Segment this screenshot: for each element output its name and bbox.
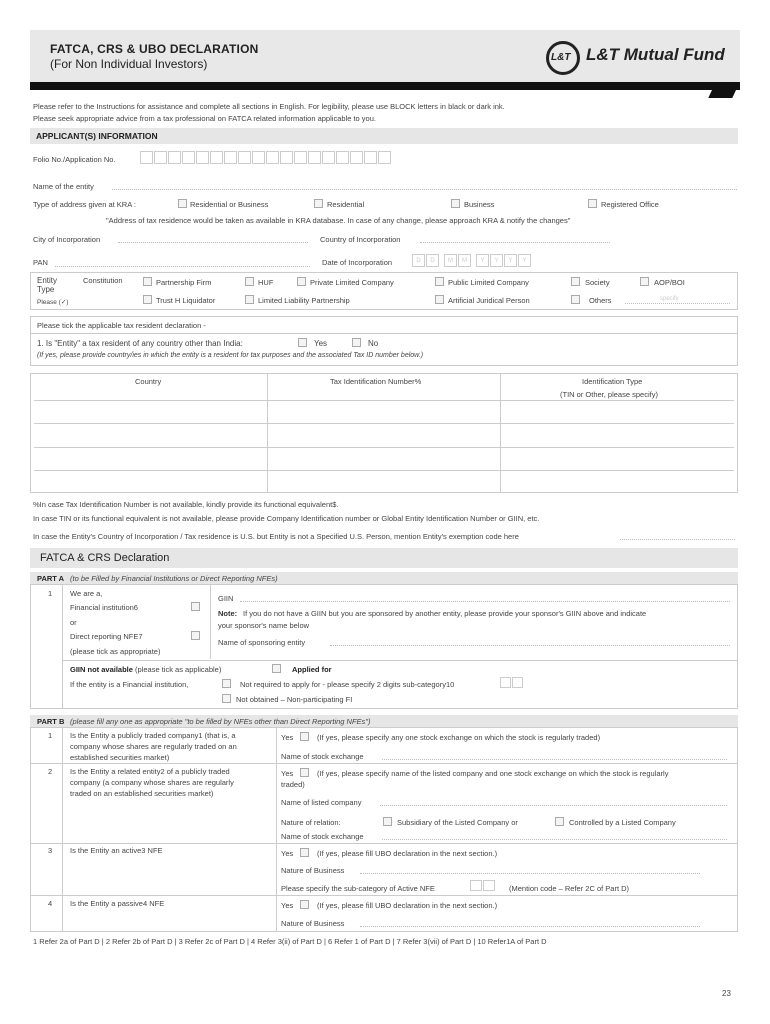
address-option-3: Business — [464, 200, 495, 209]
q1-text-3: established securities market) — [70, 753, 170, 762]
q3-yes-label: Yes — [281, 849, 294, 858]
fatca-section-bar — [30, 548, 738, 568]
entity-others-checkbox[interactable] — [571, 295, 580, 304]
divider — [34, 423, 734, 424]
entity-name-field[interactable] — [112, 189, 737, 190]
divider — [210, 584, 211, 659]
entity-society-checkbox[interactable] — [571, 277, 580, 286]
applied-for-label: Applied for — [292, 665, 332, 674]
entity-option: HUF — [258, 278, 274, 287]
address-registered-office-checkbox[interactable] — [588, 199, 597, 208]
doi-cell: M — [444, 254, 457, 267]
folio-input[interactable] — [140, 151, 392, 166]
address-option-2: Residential — [327, 200, 365, 209]
q2-exchange-label: Name of stock exchange — [281, 832, 364, 841]
q2-text-1: Is the Entity a related entity2 of a publicly traded — [70, 767, 230, 776]
tax-col-id-type-sub: (TIN or Other, please specify) — [560, 390, 658, 399]
divider — [30, 763, 738, 764]
giin-na-bold: GIIN not available — [70, 665, 133, 674]
q4-yes-checkbox[interactable] — [300, 900, 309, 909]
tax-col-country: Country — [135, 377, 162, 386]
q2-controlled-label: Controlled by a Listed Company — [569, 818, 676, 827]
entity-option: AOP/BOI — [654, 278, 685, 287]
entity-option: Others — [589, 296, 612, 305]
entity-ajp-checkbox[interactable] — [435, 295, 444, 304]
city-field[interactable] — [118, 242, 308, 243]
doi-label: Date of Incorporation — [322, 258, 393, 267]
part-a-label: PART A — [37, 574, 65, 583]
entity-huf-checkbox[interactable] — [245, 277, 254, 286]
tax-resident-no-checkbox[interactable] — [352, 338, 361, 347]
address-option-1: Residential or Business — [190, 200, 269, 209]
footnote-references: 1 Refer 2a of Part D | 2 Refer 2b of Part D | 3 Refer 2c of Part D | 4 Refer 3(ii) of Part D | 6 Refer 1 of Part D | 7 Refer 3(vii) of Part D | 10 Refer1A of Part D — [33, 937, 547, 946]
divider — [62, 727, 63, 932]
country-incorp-label: Country of Incorporation — [320, 235, 401, 244]
entity-option: Public Limited Company — [448, 278, 529, 287]
not-obtained-checkbox[interactable] — [222, 694, 231, 703]
pan-label: PAN — [33, 258, 48, 267]
part-b-desc: (please fill any one as appropriate "to be filled by NFEs other than Direct Reporting NFEs") — [70, 717, 371, 726]
logo-mark: L&T — [551, 52, 571, 63]
divider — [34, 447, 734, 448]
address-type-label: Type of address given at KRA : — [33, 200, 136, 209]
divider — [30, 843, 738, 844]
part-a-num: 1 — [48, 589, 53, 598]
entity-name-label: Name of the entity — [33, 182, 94, 191]
q2-listed-field[interactable] — [380, 805, 727, 806]
doi-cell: Y — [504, 254, 517, 267]
entity-option: Society — [585, 278, 610, 287]
giin-field[interactable] — [240, 601, 730, 602]
part-b-label: PART B — [37, 717, 65, 726]
entity-partnership-checkbox[interactable] — [143, 277, 152, 286]
entity-option: Trust H Liquidator — [156, 296, 216, 305]
drnfe-checkbox[interactable] — [191, 631, 200, 640]
entity-others-field[interactable] — [625, 303, 730, 304]
giin-na-label — [70, 665, 221, 674]
divider — [34, 400, 734, 401]
tax-resident-no-label: No — [368, 339, 379, 348]
instruction-line-2: Please seek appropriate advice from a tax professional on FATCA related information applicable to you. — [33, 114, 376, 123]
page-number: 23 — [722, 989, 731, 998]
q3-hint: (If yes, please fill UBO declaration in the next section.) — [317, 849, 498, 858]
q3-subcat-label: Please specify the sub-category of Active NFE — [281, 884, 435, 893]
q3-code-hint: (Mention code – Refer 2C of Part D) — [509, 884, 630, 893]
q2-relation-label: Nature of relation: — [281, 818, 341, 827]
giin-note-2: your sponsor's name below — [218, 621, 310, 630]
q1-text-1: Is the Entity a publicly traded company1 (that is, a — [70, 731, 236, 740]
address-note: "Address of tax residence would be taken as available in KRA database. In case of any change, please approach KRA & notify the changes" — [106, 216, 571, 225]
q1-yes-checkbox[interactable] — [300, 732, 309, 741]
doi-cell: Y — [518, 254, 531, 267]
q2-text-3: traded on an established securities market) — [70, 789, 214, 798]
fatca-section-title: FATCA & CRS Declaration — [40, 552, 170, 564]
tin-footnote-3: In case the Entity's Country of Incorporation / Tax residence is U.S. but Entity is not a Specified U.S. Person, mention Entity's exemption code here — [33, 532, 519, 541]
tick-hint: (please tick as appropriate) — [70, 647, 161, 656]
divider — [62, 584, 63, 709]
tax-col-tin: Tax Identification Number% — [330, 377, 422, 386]
q4-text: Is the Entity a passive4 NFE — [70, 899, 165, 908]
q3-yes-checkbox[interactable] — [300, 848, 309, 857]
entity-trust-checkbox[interactable] — [143, 295, 152, 304]
q2-text-2: company (a company whose shares are regularly — [70, 778, 234, 787]
brand-name: L&T Mutual Fund — [586, 45, 725, 64]
applied-for-checkbox[interactable] — [272, 664, 281, 673]
entity-llp-checkbox[interactable] — [245, 295, 254, 304]
exemption-code-field[interactable] — [620, 539, 735, 540]
q2-hint: (If yes, please specify name of the listed company and one stock exchange on which the stock is regularly — [317, 769, 669, 778]
q4-num: 4 — [48, 899, 53, 908]
not-required-checkbox[interactable] — [222, 679, 231, 688]
q4-yes-label: Yes — [281, 901, 294, 910]
q2-yes-checkbox[interactable] — [300, 768, 309, 777]
q2-controlled-checkbox[interactable] — [555, 817, 564, 826]
giin-note: If you do not have a GIIN but you are sponsored by another entity, please provide your sponsor's GIIN above and indicate — [243, 609, 647, 618]
tax-resident-question: 1. Is "Entity" a tax resident of any country other than India: — [37, 339, 243, 348]
q1-exchange-field[interactable] — [382, 759, 727, 760]
city-label: City of Incorporation — [33, 235, 101, 244]
tax-resident-yes-label: Yes — [314, 339, 328, 348]
sponsor-field[interactable] — [330, 645, 730, 646]
sponsor-label: Name of sponsoring entity — [218, 638, 306, 647]
q1-yes-label: Yes — [281, 733, 294, 742]
doi-input[interactable] — [412, 254, 532, 267]
fi-checkbox[interactable] — [191, 602, 200, 611]
q2-listed-label: Name of listed company — [281, 798, 362, 807]
folio-label: Folio No./Application No. — [33, 155, 116, 164]
address-option-4: Registered Office — [601, 200, 659, 209]
doi-cell: Y — [490, 254, 503, 267]
q2-num: 2 — [48, 767, 53, 776]
divider — [34, 470, 734, 471]
entity-option: Private Limited Company — [310, 278, 394, 287]
divider — [30, 895, 738, 896]
entity-public-ltd-checkbox[interactable] — [435, 277, 444, 286]
fi-label: Financial institution6 — [70, 603, 138, 612]
form-subtitle: (For Non Individual Investors) — [50, 57, 208, 71]
country-incorp-field[interactable] — [420, 242, 610, 243]
applicant-section-title: APPLICANT(S) INFORMATION — [36, 131, 158, 141]
doi-cell: Y — [476, 254, 489, 267]
divider — [267, 373, 268, 493]
q1-exchange-label: Name of stock exchange — [281, 752, 364, 761]
entity-type-label-2: Type — [37, 285, 55, 294]
entity-private-ltd-checkbox[interactable] — [297, 277, 306, 286]
entity-type-label: Entity — [37, 276, 58, 285]
note-label: Note: — [218, 609, 238, 618]
q3-business-label: Nature of Business — [281, 866, 345, 875]
divider — [30, 333, 738, 334]
q2-subsidiary-checkbox[interactable] — [383, 817, 392, 826]
tax-col-id-type: Identification Type — [582, 377, 643, 386]
we-are-label: We are a, — [70, 589, 103, 598]
tin-footnote-2: In case TIN or its functional equivalent is not available, please provide Company Identification number or Global Entity Identification Number or GIIN, etc. — [33, 514, 540, 523]
not-obtained-label: Not obtained – Non-participating FI — [236, 695, 353, 704]
entity-type-hint: Please (✓) — [37, 299, 69, 306]
form-title: FATCA, CRS & UBO DECLARATION — [50, 42, 259, 56]
q4-hint: (If yes, please fill UBO declaration in the next section.) — [317, 901, 498, 910]
tax-resident-note: (If yes, please provide country/ies in which the entity is a resident for tax purposes and the associated Tax ID number below.) — [37, 352, 424, 359]
q2-yes-label: Yes — [281, 769, 294, 778]
doi-cell: D — [412, 254, 425, 267]
header-rule — [30, 82, 740, 90]
q3-business-field[interactable] — [360, 873, 700, 874]
q2-hint-2: traded) — [281, 780, 305, 789]
q3-subcat-input[interactable] — [470, 880, 496, 893]
divider — [500, 373, 501, 493]
tax-resident-yes-checkbox[interactable] — [298, 338, 307, 347]
applicant-section-bar — [30, 128, 738, 144]
entity-option: Artificial Juridical Person — [448, 296, 530, 305]
entity-aop-checkbox[interactable] — [640, 277, 649, 286]
q1-num: 1 — [48, 731, 53, 740]
tin-footnote-1: %In case Tax Identification Number is not available, kindly provide its functional equivalent$. — [33, 500, 339, 509]
address-business-checkbox[interactable] — [451, 199, 460, 208]
giin-label: GIIN — [218, 594, 234, 603]
q1-hint: (If yes, please specify any one stock exchange on which the stock is regularly traded) — [317, 733, 601, 742]
q2-exchange-field[interactable] — [382, 839, 727, 840]
divider — [276, 727, 277, 932]
address-residential-business-checkbox[interactable] — [178, 199, 187, 208]
q2-subsidiary-label: Subsidiary of the Listed Company or — [397, 818, 518, 827]
q3-num: 3 — [48, 846, 53, 855]
not-required-label: Not required to apply for - please specify 2 digits sub-category10 — [240, 680, 455, 689]
q1-text-2: company whose shares are regularly traded on an — [70, 742, 237, 751]
others-hint: specify — [660, 296, 679, 302]
divider — [62, 660, 738, 661]
q3-text: Is the Entity an active3 NFE — [70, 846, 163, 855]
giin-na-hint: (please tick as applicable) — [135, 665, 222, 674]
part-a-desc: (to be Filled by Financial Institutions or Direct Reporting NFEs) — [70, 574, 278, 583]
entity-option: Partnership Firm — [156, 278, 212, 287]
tax-residency-prompt: Please tick the applicable tax resident declaration - — [37, 321, 206, 330]
q4-business-label: Nature of Business — [281, 919, 345, 928]
address-residential-checkbox[interactable] — [314, 199, 323, 208]
if-fi-label: If the entity is a Financial institution, — [70, 680, 189, 689]
instruction-line-1: Please refer to the Instructions for assistance and complete all sections in English. For legibility, please use BLOCK letters in black or dark ink. — [33, 102, 505, 111]
constitution-label: Constitution — [83, 276, 123, 285]
doi-cell: D — [426, 254, 439, 267]
drnfe-label: Direct reporting NFE7 — [70, 632, 143, 641]
entity-option: Limited Liability Partnership — [258, 296, 350, 305]
or-label: or — [70, 618, 77, 627]
doi-cell: M — [458, 254, 471, 267]
q4-business-field[interactable] — [360, 926, 700, 927]
subcategory-input[interactable] — [500, 677, 524, 690]
pan-field[interactable] — [55, 266, 310, 267]
